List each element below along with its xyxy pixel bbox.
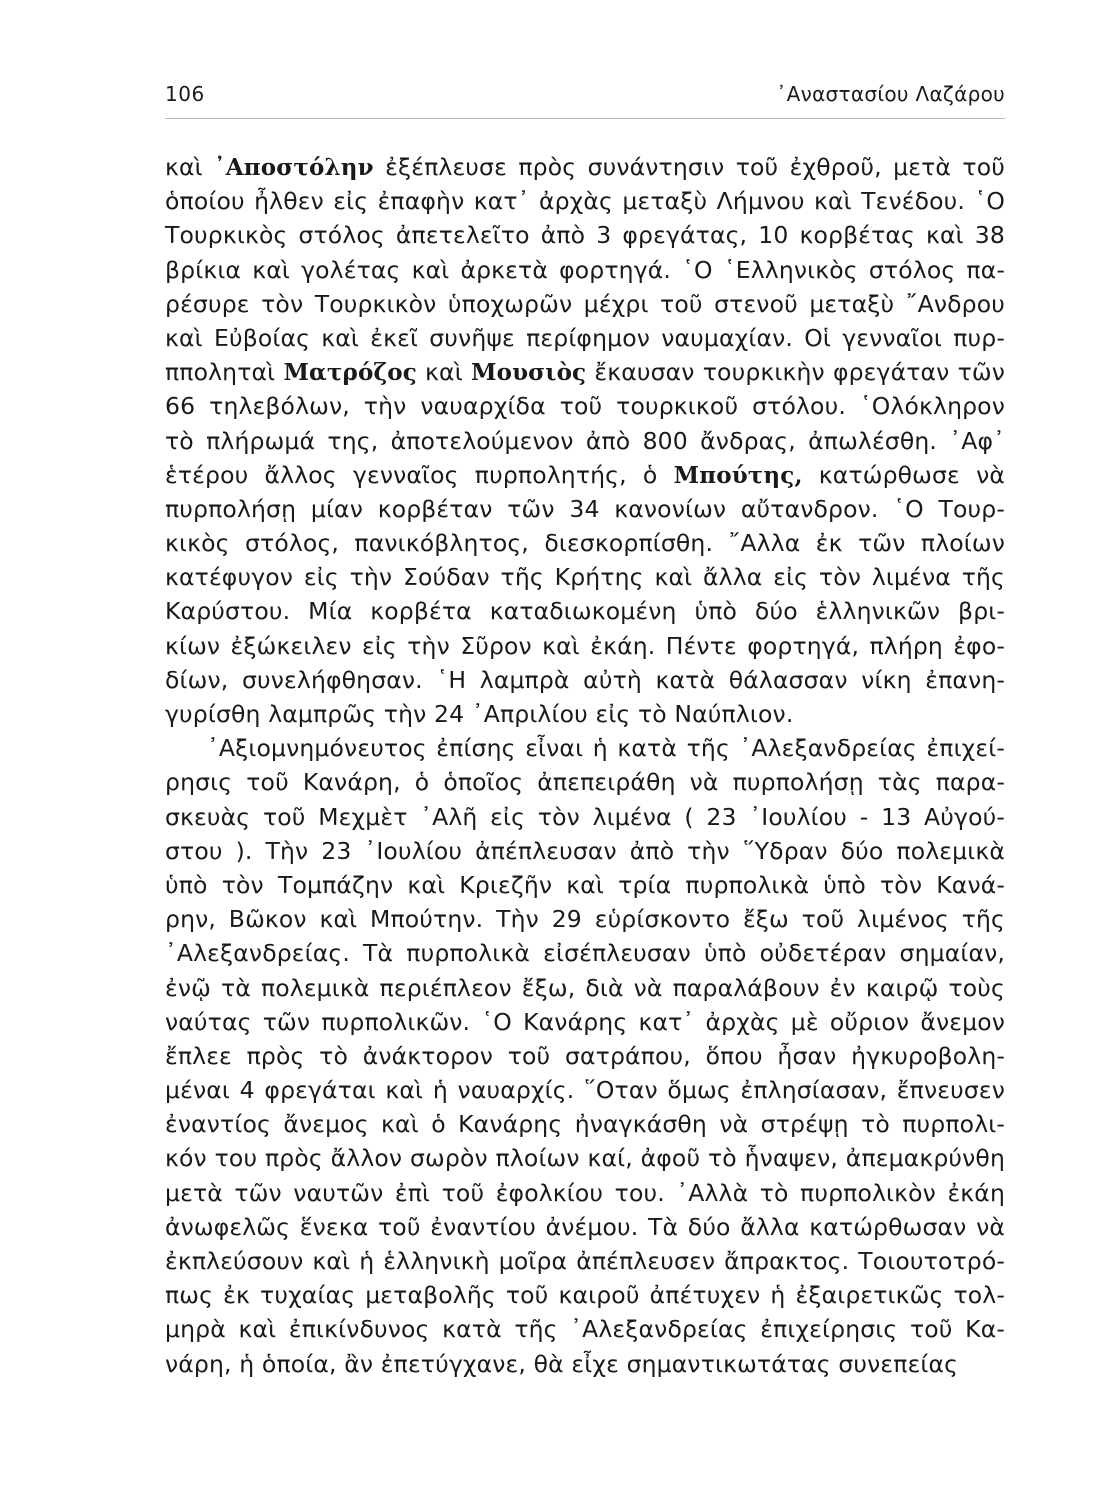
running-head: ᾿Αναστασίου Λαζάρου xyxy=(776,82,1005,106)
text-line: σκευὰς τοῦ Μεχμὲτ ᾿Αλῆ εἰς τὸν λιμένα ( 23 ᾿Ιουλίου - 13 Αὐγού- xyxy=(165,802,1005,831)
text-line: μετὰ τῶν ναυτῶν ἐπὶ τοῦ ἐφολκίου του. ᾿Αλλὰ τὸ πυρπολικὸν ἐκάη xyxy=(165,1178,1005,1207)
text-line: πως ἐκ τυχαίας μεταβολῆς τοῦ καιροῦ ἀπέτυχεν ἡ ἐξαιρετικῶς τολ- xyxy=(165,1281,1005,1310)
text-line: ἑτέρου ἄλλος γενναῖος πυρπολητής, ὁ Μπούτης, κατώρθωσε νὰ xyxy=(165,460,1005,489)
text-line: πυρπολήσῃ μίαν κορβέταν τῶν 34 κανονίων αὔτανδρον. ῾Ο Τουρ- xyxy=(165,494,1005,523)
bold-name: Ματρόζος xyxy=(283,359,417,387)
text-line: νάρη, ἡ ὁποία, ἂν ἐπετύγχανε, θὰ εἶχε σημαντικωτάτας συνεπείας xyxy=(165,1349,959,1378)
text-line: ᾿Αλεξανδρείας. Τὰ πυρπολικὰ εἰσέπλευσαν ὑπὸ οὐδετέραν σημαίαν, xyxy=(165,939,1005,968)
bold-name: Μπούτης, xyxy=(673,461,803,489)
text-line: ρέσυρε τὸν Τουρκικὸν ὑποχωρῶν μέχρι τοῦ στενοῦ μεταξὺ ῎Ανδρου xyxy=(165,289,1005,318)
text-line: ὑπὸ τὸν Τομπάζην καὶ Κριεζῆν καὶ τρία πυρπολικὰ ὑπὸ τὸν Κανά- xyxy=(165,870,1005,899)
text-line: κατέφυγον εἰς τὴν Σούδαν τῆς Κρήτης καὶ ἄλλα εἰς τὸν λιμένα τῆς xyxy=(165,563,1005,592)
header-rule xyxy=(165,118,1005,119)
text-line: ἀνωφελῶς ἕνεκα τοῦ ἐναντίου ἀνέμου. Τὰ δύο ἄλλα κατώρθωσαν νὰ xyxy=(165,1212,1005,1241)
text-line: καὶ Εὐβοίας καὶ ἐκεῖ συνῆψε περίφημον ναυμαχίαν. Οἱ γενναῖοι πυρ- xyxy=(165,323,1005,352)
text-line: ἐναντίος ἄνεμος καὶ ὁ Κανάρης ἠναγκάσθη νὰ στρέψῃ τὸ πυρπολι- xyxy=(165,1110,1005,1139)
text-line: γυρίσθη λαμπρῶς τὴν 24 ᾿Απριλίου εἰς τὸ Ναύπλιον. xyxy=(165,700,794,728)
text-line: στου ). Τὴν 23 ᾿Ιουλίου ἀπέπλευσαν ἀπὸ τὴν ῞Υδραν δύο πολεμικὰ xyxy=(165,836,1005,865)
text-line: ᾿Αξιομνημόνευτος ἐπίσης εἶναι ἡ κατὰ τῆς ᾿Αλεξανδρείας ἐπιχεί- xyxy=(207,734,1005,763)
text-line: ὁποίου ἦλθεν εἰς ἐπαφὴν κατ᾿ ἀρχὰς μεταξὺ Λήμνου καὶ Τενέδου. ῾Ο xyxy=(165,187,1005,216)
text-line: βρίκια καὶ γολέτας καὶ ἀρκετὰ φορτηγά. ῾Ο ῾Ελληνικὸς στόλος πα- xyxy=(165,255,1005,284)
text-line: ναύτας τῶν πυρπολικῶν. ῾Ο Κανάρης κατ᾿ ἀρχὰς μὲ οὔριον ἄνεμον xyxy=(165,1007,1005,1036)
text-line: ρησις τοῦ Κανάρη, ὁ ὁποῖος ἀπεπειράθη νὰ πυρπολήσῃ τὰς παρα- xyxy=(165,768,1005,797)
bold-name: Μουσιὸς xyxy=(470,359,587,387)
text-line: κικὸς στόλος, πανικόβλητος, διεσκορπίσθη. ῎Αλλα ἐκ τῶν πλοίων xyxy=(165,529,1005,558)
text-line: πποληταὶ Ματρόζος καὶ Μουσιὸς ἔκαυσαν τουρκικὴν φρεγάταν τῶν xyxy=(165,358,1006,387)
text-line: μέναι 4 φρεγάται καὶ ἡ ναυαρχίς. ῞Οταν ὅμως ἐπλησίασαν, ἔπνευσεν xyxy=(165,1076,1005,1105)
text-line: Τουρκικὸς στόλος ἀπετελεῖτο ἀπὸ 3 φρεγάτας, 10 κορβέτας καὶ 38 xyxy=(165,221,1005,250)
text-line: ἔπλεε πρὸς τὸ ἀνάκτορον τοῦ σατράπου, ὅπου ἦσαν ἠγκυροβολη- xyxy=(165,1041,1005,1070)
text-line: Καρύστου. Μία κορβέτα καταδιωκομένη ὑπὸ δύο ἑλληνικῶν βρι- xyxy=(165,597,1005,626)
body-text xyxy=(165,150,1005,1381)
text-line: καὶ ᾿Αποστόλην ἐξέπλευσε πρὸς συνάντησιν τοῦ ἐχθροῦ, μετὰ τοῦ xyxy=(165,153,1005,181)
text-line: κόν του πρὸς ἄλλον σωρὸν πλοίων καί, ἀφοῦ τὸ ἧναψεν, ἀπεμακρύνθη xyxy=(165,1144,1005,1173)
text-line: ρην, Βῶκον καὶ Μπούτην. Τὴν 29 εὑρίσκοντο ἔξω τοῦ λιμένος τῆς xyxy=(165,905,1005,934)
page-header xyxy=(165,82,1005,112)
text-line: δίων, συνελήφθησαν. ῾Η λαμπρὰ αὐτὴ κατὰ θάλασσαν νίκη ἐπανη- xyxy=(165,665,1005,694)
bold-name: ᾿Αποστόλην xyxy=(214,154,374,181)
text-line: ἐνῷ τὰ πολεμικὰ περιέπλεον ἔξω, διὰ νὰ παραλάβουν ἐν καιρῷ τοὺς xyxy=(165,973,1005,1002)
text-line: ἐκπλεύσουν καὶ ἡ ἑλληνικὴ μοῖρα ἀπέπλευσεν ἄπρακτος. Τοιουτοτρό- xyxy=(165,1247,1005,1275)
page-number: 106 xyxy=(165,82,205,106)
text-line: 66 τηλεβόλων, τὴν ναυαρχίδα τοῦ τουρκικοῦ στόλου. ῾Ολόκληρον xyxy=(165,392,1005,421)
text-line: τὸ πλήρωμά της, ἀποτελούμενον ἀπὸ 800 ἄνδρας, ἀπωλέσθη. ᾿Αφ᾿ xyxy=(165,426,1005,455)
text-line: μηρὰ καὶ ἐπικίνδυνος κατὰ τῆς ᾿Αλεξανδρείας ἐπιχείρησις τοῦ Κα- xyxy=(165,1315,1005,1344)
text-line: κίων ἐξώκειλεν εἰς τὴν Σῦρον καὶ ἐκάη. Πέντε φορτηγά, πλήρη ἐφο- xyxy=(165,631,1005,660)
